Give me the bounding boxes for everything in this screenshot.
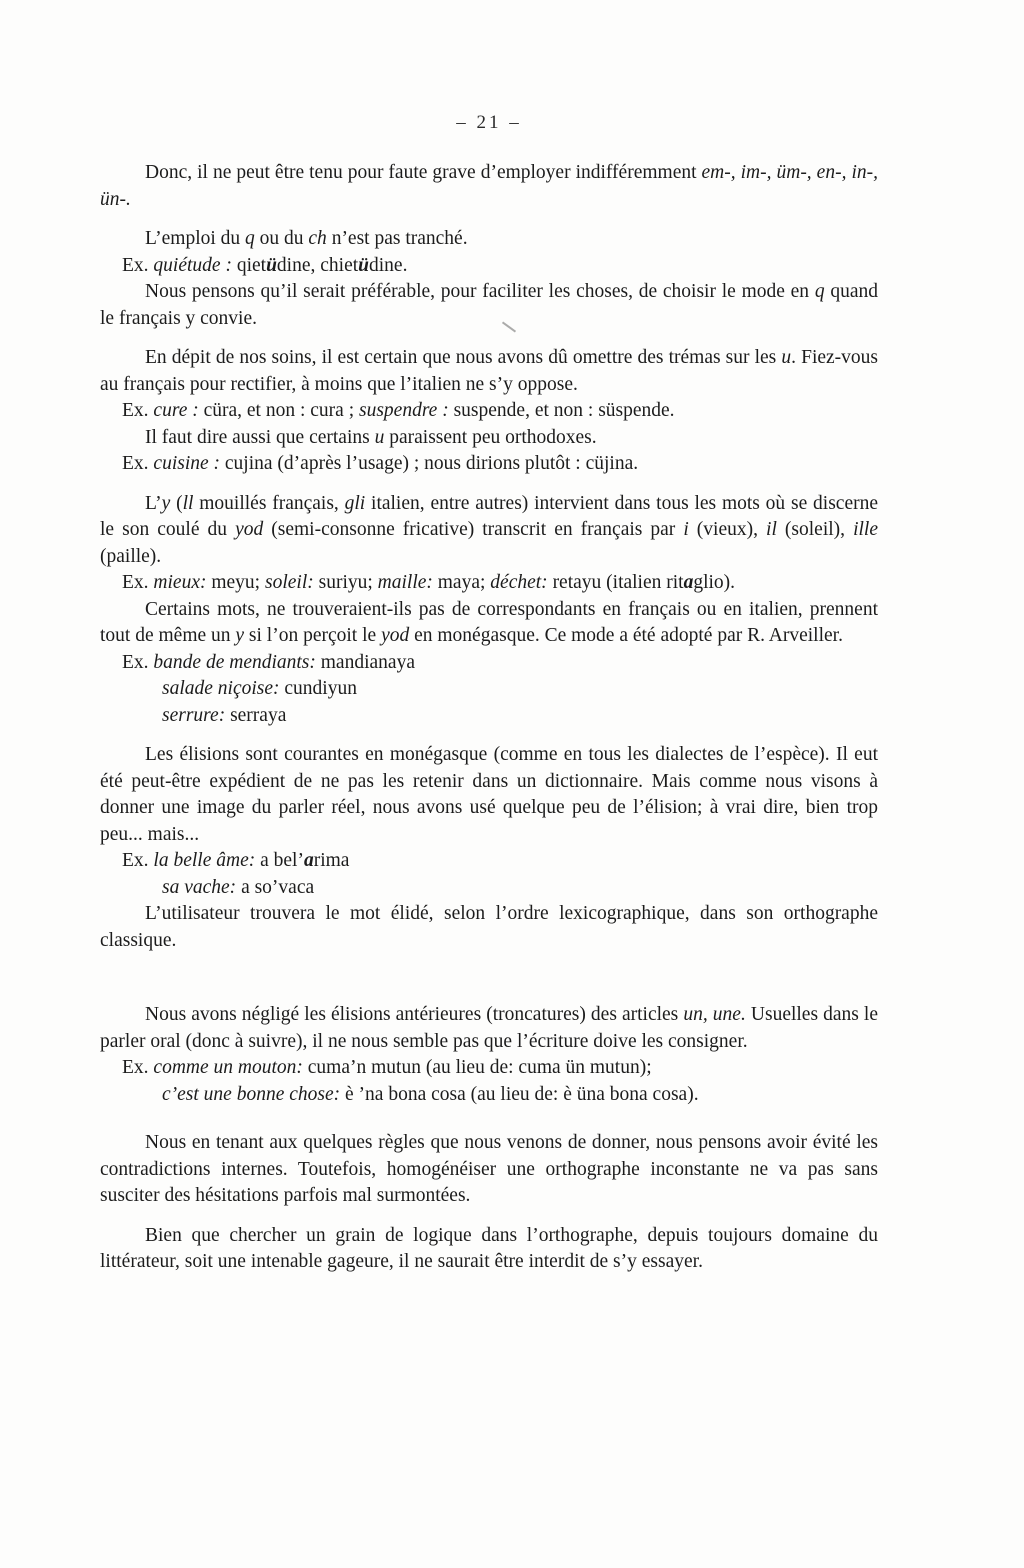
text-run: suriyu; [313,572,378,593]
text-run: un, une. [683,1004,746,1025]
text-run: Nous pensons qu’il serait préférable, pour faciliter les choses, de choisir le mode en [145,281,815,302]
text-run: y [235,625,245,646]
text-run: ll [182,492,194,514]
text-run: è ’na bona cosa (au lieu de: è üna bona cosa). [340,1083,699,1105]
page-number: – 21 – [456,112,522,133]
paragraph [100,597,878,650]
text-run: ü [266,254,277,276]
paragraph [100,1002,878,1055]
text-run: L’emploi du [145,228,246,249]
text-run: qiet [236,254,267,276]
text-run: suspende, et non : süspende. [453,400,675,421]
example-line [122,1055,878,1082]
text-run: maya; [432,572,491,593]
text-run: mouillés français, [193,492,345,514]
text-run: (soleil), [776,519,854,540]
text-run: serraya [225,704,287,726]
text-run: yod [235,519,264,540]
text-run: dine. [369,254,408,276]
text-run: Ex. [122,453,154,474]
text-run: Ex. [122,572,154,593]
text-run: quiétude : [153,254,237,276]
document-text-column [100,112,878,1276]
text-run: sa vache: [162,876,237,898]
text-run: n’est pas tranché. [326,228,468,249]
example-line [162,1082,878,1109]
text-run: paraissent peu orthodoxes. [384,426,597,448]
text-run: i [683,519,689,540]
paragraph [100,425,878,452]
text-run: italien, entre autres) intervient dans tous les mots où se discerne le son coulé du [100,492,879,540]
text-run: retayu (italien rit [547,572,684,593]
text-run: a [683,572,694,593]
text-run: u [781,347,792,368]
text-run: Certains mots, ne trouveraient-ils pas de correspondants en français ou en italien, prennent tout de même un [100,598,878,646]
text-run: Donc, il ne peut être tenu pour faute grave d’employer indifféremment [145,162,702,183]
text-run: mieux: [153,572,207,593]
text-run: a so’vaca [236,876,315,898]
text-run: ü [358,254,369,276]
text-run: u [374,426,385,448]
example-line [122,398,878,425]
text-run: cure : [153,400,204,421]
text-run: (vieux), [688,519,767,540]
text-run: ch [308,228,327,249]
paragraph [100,345,878,398]
text-run: (paille). [100,545,162,567]
text-run: L’ [145,492,162,514]
example-line [162,875,878,902]
text-run: Usuelles dans le parler oral (donc à suivre), il ne nous semble pas que l’écriture doive les consigner. [100,1004,878,1052]
text-run: cuma’n mutun (au lieu de: cuma ün mutun); [302,1057,652,1078]
text-run: Nous en tenant aux quelques règles que nous venons de donner, nous pensons avoir évité les contradictions internes. Toutefois, homogénéiser une orthographe inconstante ne va pas sans susciter des hésitations parfois mal surmontées. [100,1132,878,1206]
example-line [122,451,878,478]
text-run: quand le français y convie. [100,281,878,329]
text-run: Ex. [122,651,154,673]
text-run: q [814,281,825,302]
paragraph [100,1130,878,1210]
paragraph-container [100,160,878,1276]
text-run: Ex. [122,254,154,276]
text-run: serrure: [162,704,226,726]
text-run: Ex. [122,850,154,871]
text-run: mandianaya [315,651,415,673]
example-line [122,848,878,875]
paragraph [100,279,878,332]
example-line [122,253,878,280]
text-run: la belle âme: [153,850,256,871]
text-run: soleil: [264,572,314,593]
text-run: suspendre : [358,400,454,421]
text-run: a bel’ [255,850,304,871]
text-run: cujina (d’après l’usage) ; nous dirions plutôt : cüjina. [224,453,639,474]
text-run: Ex. [122,400,154,421]
text-run: comme un mouton: [153,1057,303,1078]
example-line [122,650,878,677]
text-run: q [245,228,255,249]
text-run: c’est une bonne chose: [162,1083,341,1105]
text-run: a [303,850,314,871]
text-run: cundiyun [279,678,357,699]
example-line [122,570,878,597]
paragraph [100,491,878,571]
text-run: yod [381,625,410,646]
text-run: Ex. [122,1057,154,1078]
text-run: maille: [377,572,433,593]
text-run: si l’on perçoit le [244,625,382,646]
paragraph [100,160,878,213]
text-run: cüra, et non : cura ; [203,400,359,421]
example-line [162,676,878,703]
text-run: il [766,519,777,540]
text-run: ou du [254,228,309,249]
text-run: En dépit de nos soins, il est certain que nous avons dû omettre des trémas sur les [145,347,782,368]
text-run: en monégasque. Ce mode a été adopté par R. Arveiller. [409,625,843,646]
paragraph [100,1223,878,1276]
text-run: Il faut dire aussi que certains [145,426,375,448]
paragraph [100,742,878,848]
text-run: glio). [693,572,736,593]
text-run: gli [344,492,366,514]
text-run: Nous avons négligé les élisions antérieures (troncatures) des articles [145,1004,684,1025]
paragraph [100,226,878,253]
text-run: rima [313,850,350,871]
paragraph [100,901,878,954]
text-run: y [161,492,171,514]
text-run: déchet: [490,572,548,593]
text-run: . Fiez-vous au français pour rectifier, à moins que l’italien ne s’y oppose. [100,347,879,395]
text-run: (semi-consonne fricative) transcrit en français par [263,519,684,540]
text-run: meyu; [206,572,265,593]
text-run: cuisine : [153,453,225,474]
text-run: salade niçoise: [162,678,280,699]
text-run: Bien que chercher un grain de logique dans l’orthographe, depuis toujours domaine du littérateur, soit une intenable gageure, il ne saurait être interdit de s’y essayer. [100,1224,878,1272]
text-run: bande de mendiants: [153,651,316,673]
text-run: Les élisions sont courantes en monégasque (comme en tous les dialectes de l’espèce). Il eut été peut-être expédient de ne pas les retenir dans un dictionnaire. Mais comme nous visons à donner une image du parler réel, nous avons usé quelque peu de l’élision; à vrai dire, bien trop peu... mais... [100,744,878,845]
text-run: ille [853,519,879,540]
text-run: dine, chiet [276,254,359,276]
text-run: ( [170,492,183,514]
text-run: em-, im-, üm-, en-, in-, ün-. [100,162,878,210]
example-line [162,703,878,730]
text-run: L’utilisateur trouvera le mot élidé, selon l’ordre lexicographique, dans son orthographe classique. [100,903,878,951]
